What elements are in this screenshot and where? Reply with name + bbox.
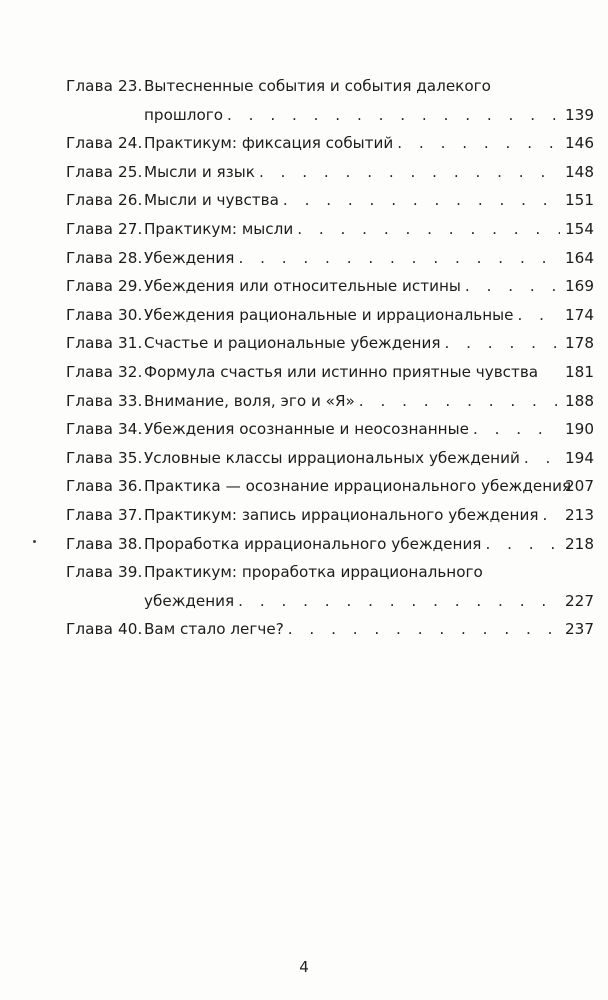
chapter-label: Глава 39. — [66, 563, 143, 582]
toc-entry — [66, 615, 594, 644]
dot-leader — [355, 387, 560, 416]
dot-leader — [441, 329, 561, 358]
chapter-title: Внимание, воля, эго и «Я» — [144, 391, 355, 410]
toc-entry — [66, 215, 594, 244]
chapter-label: Глава 31. — [66, 334, 143, 353]
toc-entry — [66, 101, 594, 130]
chapter-label: Глава 24. — [66, 134, 143, 153]
chapter-title: Убеждения или относительные истины — [144, 277, 461, 296]
chapter-page: 164 — [565, 248, 594, 267]
toc-entry — [66, 358, 594, 387]
chapter-title: Вытесненные события и события далекого — [144, 77, 491, 95]
chapter-page: 194 — [565, 448, 594, 467]
chapter-title: Практикум: фиксация событий — [144, 134, 394, 153]
chapter-label: Глава 36. — [66, 477, 143, 496]
toc-entry — [66, 387, 594, 416]
page-number: 4 — [299, 958, 309, 976]
chapter-page: 237 — [565, 620, 594, 639]
chapter-page: 218 — [565, 534, 594, 553]
chapter-title: Убеждения — [144, 248, 235, 267]
chapter-title: Убеждения рациональные и иррациональные — [144, 305, 514, 324]
dot-leader — [284, 615, 560, 644]
toc-entry — [66, 501, 594, 530]
chapter-title: Мысли и язык — [144, 162, 255, 181]
dot-leader — [481, 530, 560, 559]
toc-entry — [66, 472, 594, 501]
chapter-title: Мысли и чувства — [144, 191, 279, 210]
chapter-page: 169 — [565, 277, 594, 296]
toc-entry — [66, 558, 594, 587]
chapter-label: Глава 32. — [66, 362, 143, 381]
chapter-page: 181 — [565, 362, 594, 381]
chapter-page: 146 — [565, 134, 594, 153]
chapter-label: Глава 28. — [66, 248, 143, 267]
toc-entry — [66, 587, 594, 616]
chapter-page: 174 — [565, 305, 594, 324]
chapter-label: Глава 30. — [66, 305, 143, 324]
chapter-label: Глава 34. — [66, 420, 143, 439]
print-speck — [33, 540, 36, 543]
dot-leader — [520, 444, 560, 473]
chapter-title: Практикум: мысли — [144, 219, 294, 238]
toc-entry — [66, 272, 594, 301]
chapter-title: Счастье и рациональные убеждения — [144, 334, 441, 353]
chapter-label: Глава 27. — [66, 219, 143, 238]
chapter-page: 213 — [565, 505, 594, 524]
dot-leader — [293, 215, 560, 244]
chapter-page: 178 — [565, 334, 594, 353]
dot-leader — [223, 101, 560, 130]
chapter-page: 151 — [565, 191, 594, 210]
chapter-page: 148 — [565, 162, 594, 181]
toc-entry — [66, 329, 594, 358]
toc-entry — [66, 129, 594, 158]
toc-entry — [66, 444, 594, 473]
dot-leader — [469, 415, 560, 444]
table-of-contents — [66, 72, 594, 644]
chapter-title: Практикум: проработка иррационального — [144, 563, 483, 582]
dot-leader — [279, 186, 560, 215]
dot-leader — [255, 158, 560, 187]
chapter-page: 188 — [565, 391, 594, 410]
chapter-title: прошлого — [144, 105, 224, 124]
chapter-label: Глава 38. — [66, 534, 143, 553]
chapter-page: 139 — [565, 105, 594, 124]
chapter-page: 207 — [565, 477, 594, 496]
toc-entry — [66, 530, 594, 559]
chapter-page: 227 — [565, 591, 594, 610]
toc-entry — [66, 72, 594, 101]
chapter-title: Формула счастья или истинно приятные чувства — [144, 362, 539, 381]
dot-leader — [234, 587, 560, 616]
chapter-label: Глава 23. — [66, 77, 143, 95]
chapter-title: Практика — осознание иррационального убеждения — [144, 477, 572, 496]
chapter-label: Глава 25. — [66, 162, 143, 181]
toc-entry — [66, 244, 594, 273]
chapter-title: Практикум: запись иррационального убеждения — [144, 505, 539, 524]
chapter-label: Глава 40. — [66, 620, 143, 639]
chapter-label: Глава 26. — [66, 191, 143, 210]
dot-leader — [538, 501, 560, 530]
chapter-title: убеждения — [144, 591, 235, 610]
chapter-title: Проработка иррационального убеждения — [144, 534, 482, 553]
chapter-title: Вам стало легче? — [144, 620, 284, 639]
chapter-label: Глава 35. — [66, 448, 143, 467]
chapter-title: Условные классы иррациональных убеждений — [144, 448, 520, 467]
dot-leader — [461, 272, 560, 301]
chapter-page: 190 — [565, 420, 594, 439]
chapter-label: Глава 29. — [66, 277, 143, 296]
chapter-title: Убеждения осознанные и неосознанные — [144, 420, 469, 439]
chapter-label: Глава 33. — [66, 391, 143, 410]
toc-entry — [66, 186, 594, 215]
toc-entry — [66, 158, 594, 187]
dot-leader — [514, 301, 560, 330]
dot-leader — [393, 129, 560, 158]
toc-entry — [66, 301, 594, 330]
toc-entry — [66, 415, 594, 444]
chapter-page: 154 — [565, 219, 594, 238]
dot-leader — [234, 244, 560, 273]
chapter-label: Глава 37. — [66, 505, 143, 524]
